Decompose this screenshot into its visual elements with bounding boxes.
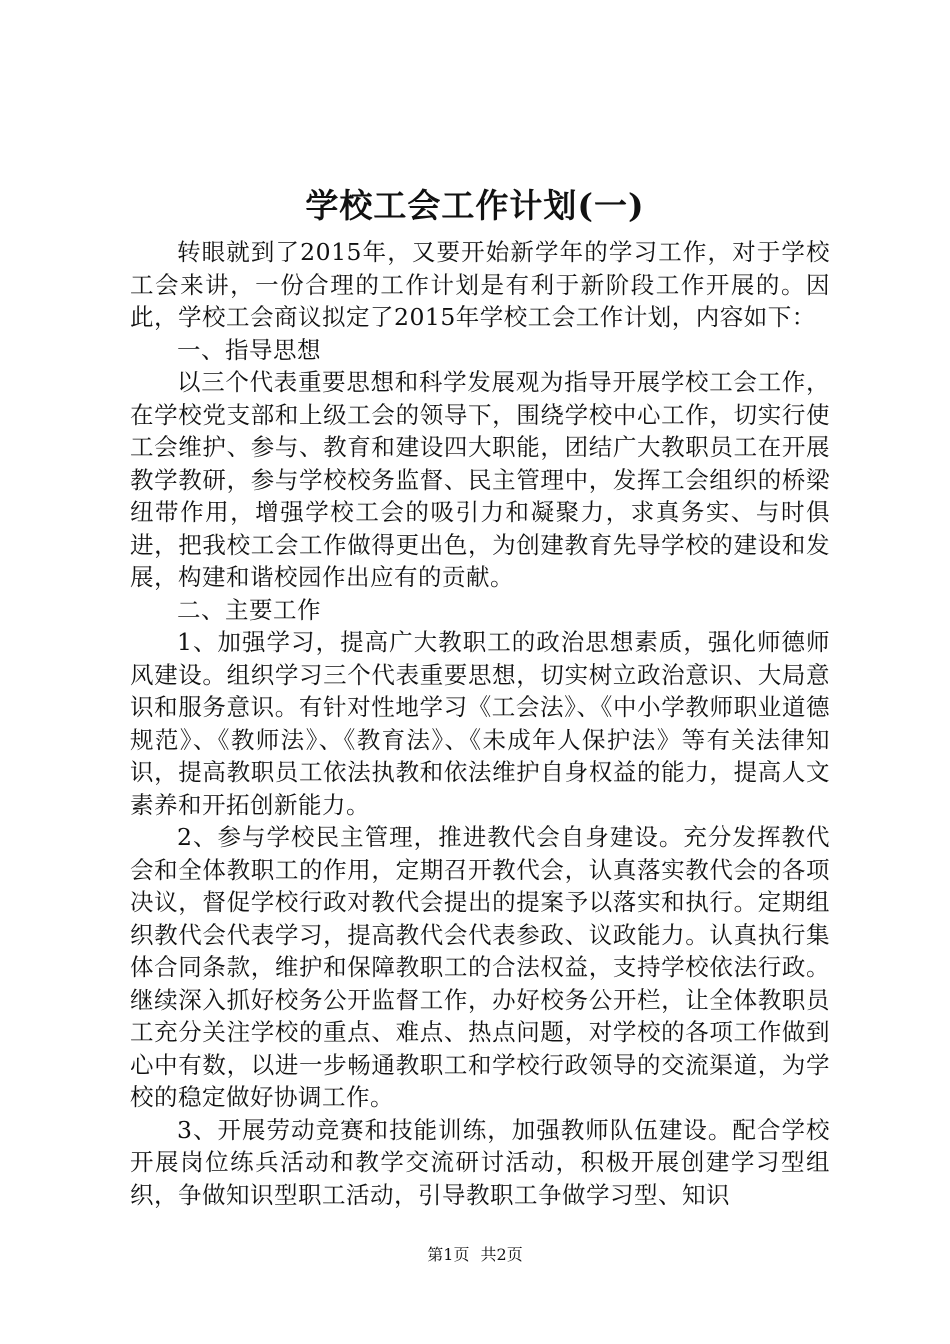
- document-title: 学校工会工作计划(一): [305, 186, 645, 225]
- main-work-item-3: 3、开展劳动竞赛和技能训练，加强教师队伍建设。配合学校开展岗位练兵活动和教学交流研讨活动，积极开展创建学习型组织，争做知识型职工活动，引导教职工争做学习型、知识: [130, 1115, 830, 1209]
- section-heading-main-work: 二、主要工作: [177, 595, 321, 624]
- page-number: 第1页: [427, 1245, 470, 1264]
- guiding-thought-paragraph: 以三个代表重要思想和科学发展观为指导开展学校工会工作，在学校党支部和上级工会的领导下，围绕学校中心工作，切实行使工会维护、参与、教育和建设四大职能，团结广大教职员工在开展教学教研，参与学校校务监督、民主管理中，发挥工会组织的桥梁纽带作用，增强学校工会的吸引力和凝聚力，求真务实、与时俱进，把我校工会工作做得更出色，为创建教育先导学校的建设和发展，构建和谐校园作出应有的贡献。: [130, 368, 830, 591]
- page-footer: [0, 1244, 950, 1266]
- document-body: [130, 236, 830, 1211]
- main-work-item-1: 1、加强学习，提高广大教职工的政治思想素质，强化师德师风建设。组织学习三个代表重要思想，切实树立政治意识、大局意识和服务意识。有针对性地学习《工会法》、《中小学教师职业道德规范》、《教师法》、《教育法》、《未成年人保护法》等有关法律知识，提高教职员工依法执教和依法维护自身权益的能力，提高人文素养和开拓创新能力。: [130, 628, 830, 819]
- page-total: 共2页: [480, 1245, 523, 1264]
- intro-paragraph: 转眼就到了2015年，又要开始新学年的学习工作，对于学校工会来讲，一份合理的工作计划是有利于新阶段工作开展的。因此，学校工会商议拟定了2015年学校工会工作计划，内容如下：: [130, 238, 830, 331]
- main-work-item-2: 2、参与学校民主管理，推进教代会自身建设。充分发挥教代会和全体教职工的作用，定期召开教代会，认真落实教代会的各项决议，督促学校行政对教代会提出的提案予以落实和执行。定期组织教代会代表学习，提高教代会代表参政、议政能力。认真执行集体合同条款，维护和保障教职工的合法权益，支持学校依法行政。继续深入抓好校务公开监督工作，办好校务公开栏，让全体教职员工充分关注学校的重点、难点、热点问题，对学校的各项工作做到心中有数，以进一步畅通教职工和学校行政领导的交流渠道，为学校的稳定做好协调工作。: [130, 823, 830, 1111]
- section-heading-guiding-thought: 一、指导思想: [177, 335, 321, 364]
